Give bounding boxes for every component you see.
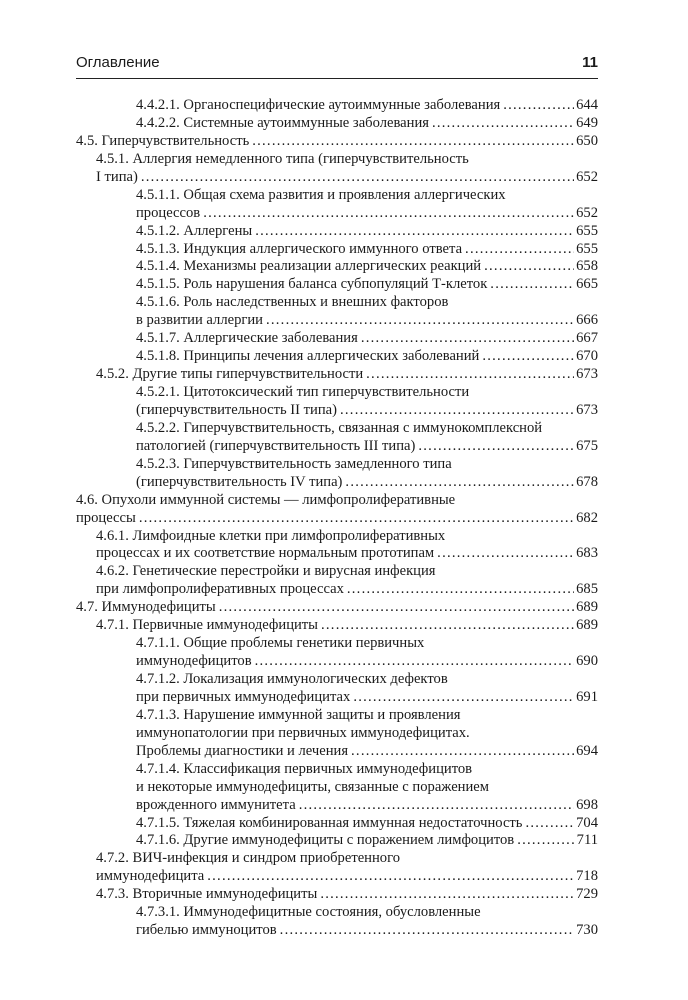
dot-leader: [344, 581, 574, 599]
toc-entry: [76, 115, 598, 133]
toc-entry-page: 704: [576, 814, 598, 831]
toc-entry-title: 4.5.1.5. Роль нарушения баланса субпопуляций Т-клеток: [136, 276, 488, 293]
toc-entry: [76, 258, 598, 276]
toc-entry: [76, 689, 598, 707]
toc-entry: [76, 151, 598, 169]
toc-entry-title: иммунодефицита: [96, 868, 205, 885]
toc-entry: [76, 563, 598, 581]
toc-entry-title: 4.5.1.3. Индукция аллергического иммунного ответа: [136, 240, 463, 257]
dot-leader: [252, 653, 575, 671]
toc-entry-page: 678: [576, 473, 598, 490]
toc-entry: [76, 456, 598, 474]
toc-entry-page: 730: [576, 922, 598, 939]
dot-leader: [514, 832, 574, 850]
toc-entry: [76, 743, 598, 761]
toc-entry-page: 644: [576, 97, 598, 113]
dot-leader: [429, 115, 574, 133]
toc-entry: [76, 922, 598, 940]
toc-entry: [76, 510, 598, 528]
page-number: 11: [582, 54, 598, 71]
header-divider: [76, 78, 598, 79]
toc-entry-page: 682: [576, 509, 598, 526]
dot-leader: [487, 276, 574, 294]
toc-entry-title: 4.4.2.2. Системные аутоиммунные заболевания: [136, 114, 429, 131]
toc-entry: [76, 832, 598, 850]
toc-entry: [76, 187, 598, 205]
toc-entry-title: I типа): [96, 168, 138, 185]
toc-entry: [76, 581, 598, 599]
toc-entry-title: 4.5.2. Другие типы гиперчувствительности: [96, 366, 364, 383]
toc-entry-page: 673: [576, 366, 598, 383]
toc-entry: [76, 492, 598, 510]
toc-entry-page: 655: [576, 222, 598, 239]
toc-entry: [76, 653, 598, 671]
toc-entry-title: Проблемы диагностики и лечения: [136, 742, 349, 759]
toc-entry: [76, 420, 598, 438]
toc-entry-title: 4.7.1.3. Нарушение иммунной защиты и проявления: [136, 706, 461, 723]
toc-entry-page: 685: [576, 581, 598, 598]
dot-leader: [462, 241, 574, 259]
toc-entry: [76, 438, 598, 456]
toc-entry-page: 683: [576, 545, 598, 562]
toc-entry: [76, 384, 598, 402]
toc-entry-page: 689: [576, 617, 598, 634]
toc-entry-title: 4.5.1. Аллергия немедленного типа (гиперчувствительность: [96, 150, 469, 167]
toc-entry: [76, 707, 598, 725]
toc-entry-title: 4.7.1.4. Классификация первичных иммунодефицитов: [136, 760, 473, 777]
toc-entry-page: 655: [576, 240, 598, 257]
toc-entry-title: процессов: [136, 204, 201, 221]
toc-entry-title: 4.7.1.6. Другие иммунодефициты с поражением лимфоцитов: [136, 832, 515, 849]
toc-entry-title: 4.7. Иммунодефициты: [76, 599, 216, 616]
toc-entry-title: 4.7.1. Первичные иммунодефициты: [96, 617, 318, 634]
toc-entry-title: 4.5.1.7. Аллергические заболевания: [136, 330, 358, 347]
toc-entry: [76, 474, 598, 492]
dot-leader: [415, 438, 574, 456]
toc-entry-page: 694: [576, 742, 598, 759]
running-header: [76, 54, 598, 76]
toc-entry: [76, 276, 598, 294]
dot-leader: [522, 815, 574, 833]
toc-entry: [76, 402, 598, 420]
toc-entry: [76, 97, 598, 115]
toc-entry-title: 4.5.2.2. Гиперчувствительность, связанная с иммунокомплексной: [136, 419, 543, 436]
toc-entry-title: 4.7.1.5. Тяжелая комбинированная иммунная недостаточность: [136, 814, 523, 831]
toc-entry-page: 711: [576, 832, 598, 849]
toc-entry-page: 649: [576, 114, 598, 131]
toc-entry: [76, 599, 598, 617]
toc-entry-title: 4.6. Опухоли иммунной системы — лимфопролиферативные: [76, 491, 456, 508]
toc-entry-title: (гиперчувствительность IV типа): [136, 473, 343, 490]
toc-entry-page: 718: [576, 868, 598, 885]
dot-leader: [296, 797, 574, 815]
toc-entry-title: 4.5.1.1. Общая схема развития и проявления аллергических: [136, 186, 506, 203]
toc-entry: [76, 545, 598, 563]
toc-entry-title: 4.7.1.2. Локализация иммунологических дефектов: [136, 671, 448, 687]
toc-entry-page: 658: [576, 258, 598, 275]
toc-entry-title: в развитии аллергии: [136, 312, 263, 329]
toc-entry: [76, 223, 598, 241]
toc-entry-page: 689: [576, 599, 598, 616]
dot-leader: [252, 223, 574, 241]
toc-entry-title: процессах и их соответствие нормальным прототипам: [96, 545, 435, 562]
toc-entry-page: 667: [576, 330, 598, 347]
toc-entry: [76, 366, 598, 384]
toc-entry-title: 4.5.1.8. Принципы лечения аллергических заболеваний: [136, 348, 480, 365]
toc-entry-title: 4.5.2.3. Гиперчувствительность замедленного типа: [136, 455, 452, 472]
dot-leader: [342, 474, 574, 492]
dot-leader: [317, 886, 574, 904]
toc-entry-title: патологией (гиперчувствительность III типа): [136, 437, 416, 454]
dot-leader: [263, 312, 574, 330]
toc-entry: [76, 133, 598, 151]
dot-leader: [500, 97, 574, 115]
toc-entry: [76, 779, 598, 797]
toc-entry: [76, 312, 598, 330]
toc-entry-page: 652: [576, 204, 598, 221]
toc-entry-page: 652: [576, 168, 598, 185]
toc-entry: [76, 850, 598, 868]
toc-entry-page: 673: [576, 401, 598, 418]
toc-entry-title: 4.7.3.1. Иммунодефицитные состояния, обусловленные: [136, 904, 481, 921]
toc-entry-title: иммунодефицитов: [136, 653, 252, 670]
toc-entry: [76, 797, 598, 815]
toc-entry-page: 698: [576, 796, 598, 813]
toc-entry: [76, 815, 598, 833]
toc-entry-title: 4.6.1. Лимфоидные клетки при лимфопролиферативных: [96, 527, 446, 544]
toc-entry-title: 4.7.3. Вторичные иммунодефициты: [96, 886, 318, 903]
toc-entry-title: при лимфопролиферативных процессах: [96, 581, 344, 598]
toc-entry-title: процессы: [76, 509, 136, 526]
toc-entry-title: 4.5. Гиперчувствительность: [76, 132, 250, 149]
toc-entry: [76, 761, 598, 779]
toc-entry-title: 4.4.2.1. Органоспецифические аутоиммунные заболевания: [136, 97, 501, 113]
toc-entry-page: 670: [576, 348, 598, 365]
toc-entry: [76, 868, 598, 886]
toc-entry: [76, 528, 598, 546]
toc-entry-title: при первичных иммунодефицитах: [136, 688, 351, 705]
dot-leader: [200, 205, 574, 223]
toc-entry-title: 4.5.1.4. Механизмы реализации аллергических реакций: [136, 258, 482, 275]
toc-entry: [76, 241, 598, 259]
dot-leader: [337, 402, 574, 420]
toc-entry-page: 675: [576, 437, 598, 454]
toc-entry: [76, 725, 598, 743]
toc-entry: [76, 635, 598, 653]
dot-leader: [358, 330, 574, 348]
toc-entry-page: 690: [576, 653, 598, 670]
dot-leader: [136, 510, 574, 528]
toc-entry-page: 729: [576, 886, 598, 903]
toc-entry: [76, 617, 598, 635]
toc-entry-title: 4.7.1.1. Общие проблемы генетики первичных: [136, 635, 425, 652]
dot-leader: [479, 348, 574, 366]
dot-leader: [318, 617, 574, 635]
toc-entry-title: 4.5.1.2. Аллергены: [136, 222, 253, 239]
dot-leader: [434, 545, 574, 563]
running-header-title: Оглавление: [76, 54, 160, 71]
toc-entry-page: 666: [576, 312, 598, 329]
toc-entry-page: 691: [576, 688, 598, 705]
toc-entry-title: иммунопатологии при первичных иммунодефицитах.: [136, 724, 470, 741]
toc-entry: [76, 205, 598, 223]
dot-leader: [138, 169, 574, 187]
toc-entry: [76, 348, 598, 366]
toc-entry-title: и некоторые иммунодефициты, связанные с поражением: [136, 778, 490, 795]
toc-entry-title: гибелью иммуноцитов: [136, 922, 277, 939]
toc-entry-page: 650: [576, 132, 598, 149]
dot-leader: [348, 743, 574, 761]
toc-entry-title: 4.7.2. ВИЧ-инфекция и синдром приобретенного: [96, 850, 401, 867]
toc-entry: [76, 904, 598, 922]
dot-leader: [216, 599, 574, 617]
toc-entry-title: врожденного иммунитета: [136, 796, 296, 813]
dot-leader: [481, 258, 574, 276]
dot-leader: [249, 133, 574, 151]
toc-entry-title: 4.5.1.6. Роль наследственных и внешних факторов: [136, 294, 449, 311]
toc-entry: [76, 330, 598, 348]
toc-entry-title: 4.6.2. Генетические перестройки и вирусная инфекция: [96, 563, 436, 580]
dot-leader: [204, 868, 574, 886]
toc-entry-page: 665: [576, 276, 598, 293]
toc-entry-title: (гиперчувствительность II типа): [136, 401, 337, 418]
toc-entry-title: 4.5.2.1. Цитотоксический тип гиперчувствительности: [136, 384, 470, 400]
table-of-contents: [76, 97, 598, 940]
dot-leader: [350, 689, 574, 707]
dot-leader: [277, 922, 574, 940]
toc-entry: [76, 886, 598, 904]
dot-leader: [363, 366, 574, 384]
toc-entry: [76, 169, 598, 187]
toc-entry: [76, 671, 598, 689]
toc-entry: [76, 294, 598, 312]
